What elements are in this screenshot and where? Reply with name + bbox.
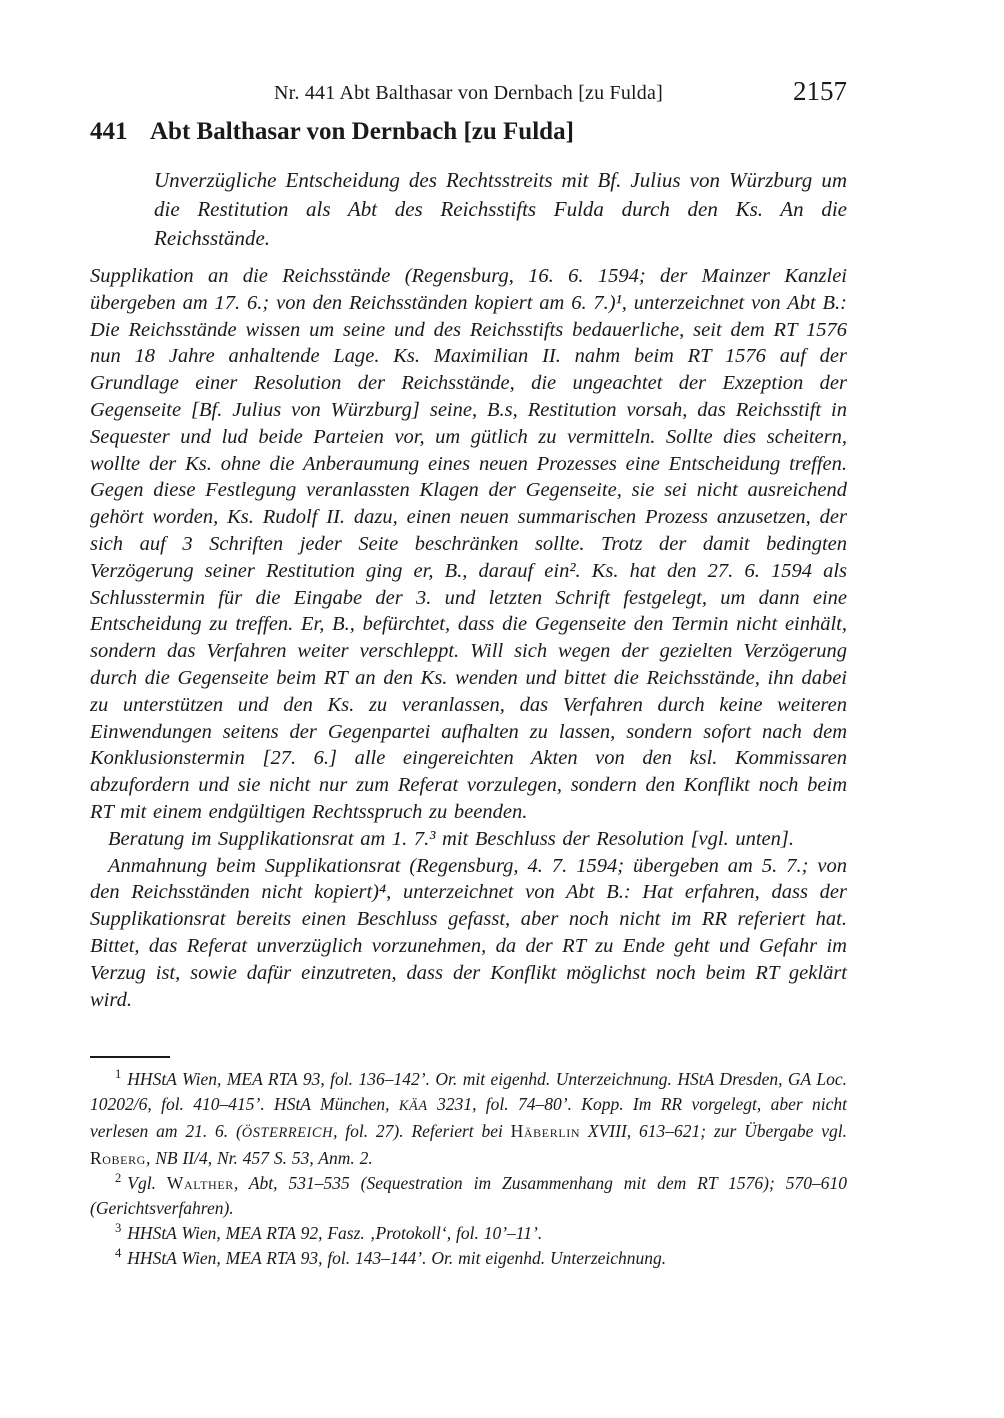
page-header bbox=[90, 76, 847, 114]
footnote-text-segment: HHStA Wien, MEA RTA 93, fol. 143–144’. Or. mit eigenhd. Unterzeichnung. bbox=[127, 1248, 667, 1268]
footnote-text-segment: Häberlin bbox=[510, 1121, 581, 1141]
entry-number: 441 bbox=[90, 118, 128, 145]
footnote-text-segment: 3231, fol. 74–80’. Kopp. Im RR vorgelegt, aber nicht verlesen am 21. 6. ( bbox=[90, 1094, 848, 1141]
regest-paragraph-beratung: Beratung im Supplikationsrat am 1. 7.³ mit Beschluss der Resolution [vgl. unten]. bbox=[108, 827, 795, 850]
footnote-marker: 2 bbox=[115, 1171, 122, 1186]
footnote-text-segment: HHStA Wien, MEA RTA 93, fol. 136–142’. Or. mit eigenhd. Unterzeichnung. HStA Dresden, GA Loc. 10202/6, fol. 410–415’. HStA München, bbox=[90, 1069, 847, 1114]
footnote-marker: 3 bbox=[115, 1221, 122, 1236]
footnote-1 bbox=[90, 1067, 847, 1171]
entry-title: Abt Balthasar von Dernbach [zu Fulda] bbox=[150, 118, 574, 145]
footnote-area bbox=[90, 1056, 847, 1271]
footnote-text-segment: Roberg bbox=[90, 1148, 146, 1168]
footnote-list bbox=[90, 1067, 847, 1271]
footnote-2 bbox=[90, 1171, 847, 1221]
footnote-text-segment: , NB II/4, Nr. 457 S. 53, Anm. 2. bbox=[145, 1148, 373, 1168]
footnote-text-segment: XVIII, 613–621; zur Übergabe vgl. bbox=[580, 1121, 847, 1141]
footnote-3 bbox=[90, 1221, 847, 1246]
footnote-marker: 1 bbox=[115, 1067, 122, 1082]
footnote-text-segment: Walther bbox=[166, 1173, 234, 1193]
footnote-text-segment: , fol. 27). Referiert bei bbox=[333, 1121, 511, 1141]
footnote-4 bbox=[90, 1246, 847, 1271]
regest-body bbox=[90, 263, 847, 1013]
running-head: Nr. 441 Abt Balthasar von Dernbach [zu Fulda] bbox=[274, 82, 663, 104]
footnote-text-segment: Vgl. bbox=[127, 1173, 167, 1193]
footnote-separator bbox=[90, 1056, 170, 1058]
regest-paragraph-anmahnung: Anmahnung beim Supplikationsrat (Regensburg, 4. 7. 1594; übergeben am 5. 7.; von den Reichsständen nicht kopiert)⁴, unterzeichnet von Abt B.: Hat erfahren, dass der Supplikationsrat bereits einen Beschluss gefasst, aber noch nicht im RR referiert hat. Bittet, das Referat unverzüglich vorzunehmen, da der RT zu Ende geht und Gefahr im Verzug ist, sowie dafür einzutreten, dass der Konflikt möglichst noch beim RT geklärt wird. bbox=[90, 854, 847, 1011]
footnote-text-segment: ÖSTERREICH bbox=[241, 1125, 334, 1141]
footnote-text-segment: HHStA Wien, MEA RTA 92, Fasz. ‚Protokoll‘, fol. 10’–11’. bbox=[127, 1223, 543, 1243]
entry-heading bbox=[90, 116, 847, 148]
footnote-text-segment: KÄA bbox=[398, 1098, 428, 1114]
regest-paragraph-supplikation: Supplikation an die Reichsstände (Regensburg, 16. 6. 1594; der Mainzer Kanzlei übergeben am 17. 6.; von den Reichsständen kopiert am 6. 7.)¹, unterzeichnet von Abt B.: Die Reichsstände wissen um seine und des Reichsstifts bedauerliche, seit dem RT 1576 nun 18 Jahre anhaltende Lage. Ks. Maximilian II. nahm beim RT 1576 auf der Grundlage einer Resolution der Reichsstände, die ungeachtet der Exzeption der Gegenseite [Bf. Julius von Würzburg] seine, B.s, Restitution vorsah, das Reichsstift in Sequester und lud beide Parteien vor, um gütlich zu vermitteln. Sollte dies scheitern, wollte der Ks. ohne die Anberaumung eines neuen Prozesses eine Entscheidung treffen. Gegen diese Festlegung veranlassten Klagen der Gegenseite, sie sei nicht ausreichend gehört worden, Ks. Rudolf II. dazu, einen neuen summarischen Prozess anzusetzen, der sich auf 3 Schriften jeder Seite beschränken sollte. Trotz der damit bedingten Verzögerung seiner Restitution ging er, B., darauf ein². Ks. hat den 27. 6. 1594 als Schlusstermin für die Eingabe der 3. und letzten Schrift festgelegt, um dann eine Entscheidung zu treffen. Er, B., befürchtet, dass die Gegenseite den Termin nicht einhält, sondern das Verfahren weiter verschleppt. Will sich wegen der gezielten Verzögerung durch die Gegenseite beim RT an den Ks. wenden und bittet die Reichsstände, ihn dabei zu unterstützen und den Ks. zu veranlassen, das Verfahren durch keine weiteren Einwendungen seitens der Gegenpartei aufhalten zu lassen, sondern sofort nach dem Konklusionstermin [27. 6.] alle eingereichten Akten von den ksl. Kommissaren abzufordern und sie nicht nur zum Referat vorzulegen, sondern den Konflikt noch beim RT mit einem endgültigen Rechtsspruch zu beenden. bbox=[90, 265, 847, 823]
footnote-text-segment: , Abt, 531–535 (Sequestration im Zusammenhang mit dem RT 1576); 570–610 (Gerichtsverfahren). bbox=[90, 1173, 847, 1218]
page-number: 2157 bbox=[793, 76, 847, 106]
footnote-marker: 4 bbox=[115, 1246, 122, 1261]
entry-summary: Unverzügliche Entscheidung des Rechtsstreits mit Bf. Julius von Würzburg um die Restitution als Abt des Reichsstifts Fulda durch den Ks. An die Reichsstände. bbox=[154, 168, 847, 250]
